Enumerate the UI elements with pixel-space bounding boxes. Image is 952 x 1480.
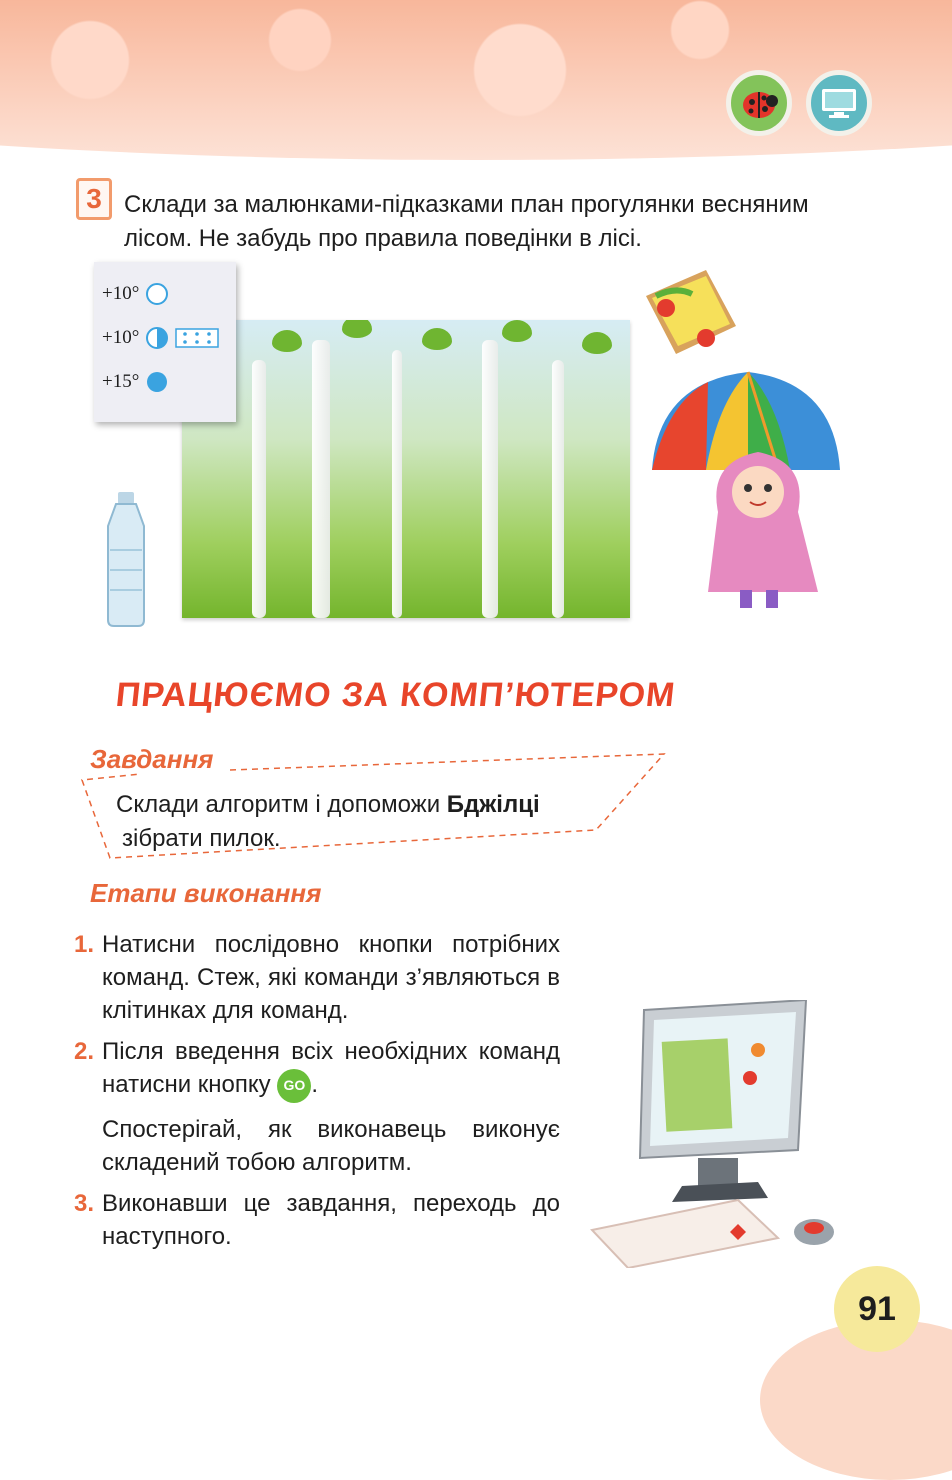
go-button-icon: GO xyxy=(277,1069,311,1103)
task-number: 3 xyxy=(76,178,112,220)
monitor-icon xyxy=(806,70,872,136)
step-number: 1. xyxy=(74,931,95,958)
full-circle-icon xyxy=(145,370,169,394)
legend-temp: +10° xyxy=(102,327,140,348)
legend-row xyxy=(102,282,169,306)
task-text xyxy=(124,188,884,256)
rain-dots-icon xyxy=(175,328,219,348)
step-text-after: . xyxy=(311,1071,319,1098)
task-text-after: зібрати пилок. xyxy=(122,825,281,852)
step-item xyxy=(74,1035,560,1179)
step-number: 3. xyxy=(74,1189,95,1217)
task-heading: Завдання xyxy=(90,744,214,774)
stages-heading: Етапи виконання xyxy=(90,878,322,908)
step-number: 2. xyxy=(74,1038,95,1065)
girl-with-umbrella-icon xyxy=(648,362,844,614)
task-text-line-2: лісом. Не забудь про правила поведінки в лісі. xyxy=(124,225,642,252)
ladybug-icon xyxy=(726,70,792,136)
page-number: 91 xyxy=(834,1266,920,1352)
legend-temp: +10° xyxy=(102,283,140,304)
birch-forest-image xyxy=(182,320,630,618)
step-text: Після введення всіх необхідних команд натисни кнопку xyxy=(102,1038,560,1098)
task-box-text xyxy=(116,788,616,856)
task-text-line-1: Склади за малюнками-підказками план прогулянки весняним xyxy=(124,191,809,218)
task-text-bold: Бджілці xyxy=(446,791,540,818)
weather-legend-card xyxy=(94,262,236,422)
legend-row xyxy=(102,370,169,394)
step-text: Натисни послідовно кнопки потрібних команд. Стеж, які команди з’являються в клітинках для команд. xyxy=(102,931,560,1024)
legend-row xyxy=(102,326,219,350)
section-title: ПРАЦЮЄМО ЗА КОМП’ЮТЕРОМ xyxy=(114,676,678,714)
step-item xyxy=(74,1187,560,1253)
steps-list xyxy=(74,928,560,1261)
step-text: Виконавши це завдання, переходь до наступного. xyxy=(102,1189,560,1250)
water-bottle-icon xyxy=(98,490,154,628)
task-text-before: Склади алгоритм і допоможи xyxy=(116,791,447,818)
legend-temp: +15° xyxy=(102,371,140,392)
computer-illustration-icon xyxy=(588,1000,838,1268)
sandwich-icon xyxy=(636,266,742,358)
empty-circle-icon xyxy=(145,282,169,306)
step-extra-text: Спостерігай, як виконавець виконує складений тобою алгоритм. xyxy=(102,1115,560,1176)
header-band xyxy=(0,0,952,160)
step-item xyxy=(74,928,560,1027)
half-circle-icon xyxy=(145,326,169,350)
